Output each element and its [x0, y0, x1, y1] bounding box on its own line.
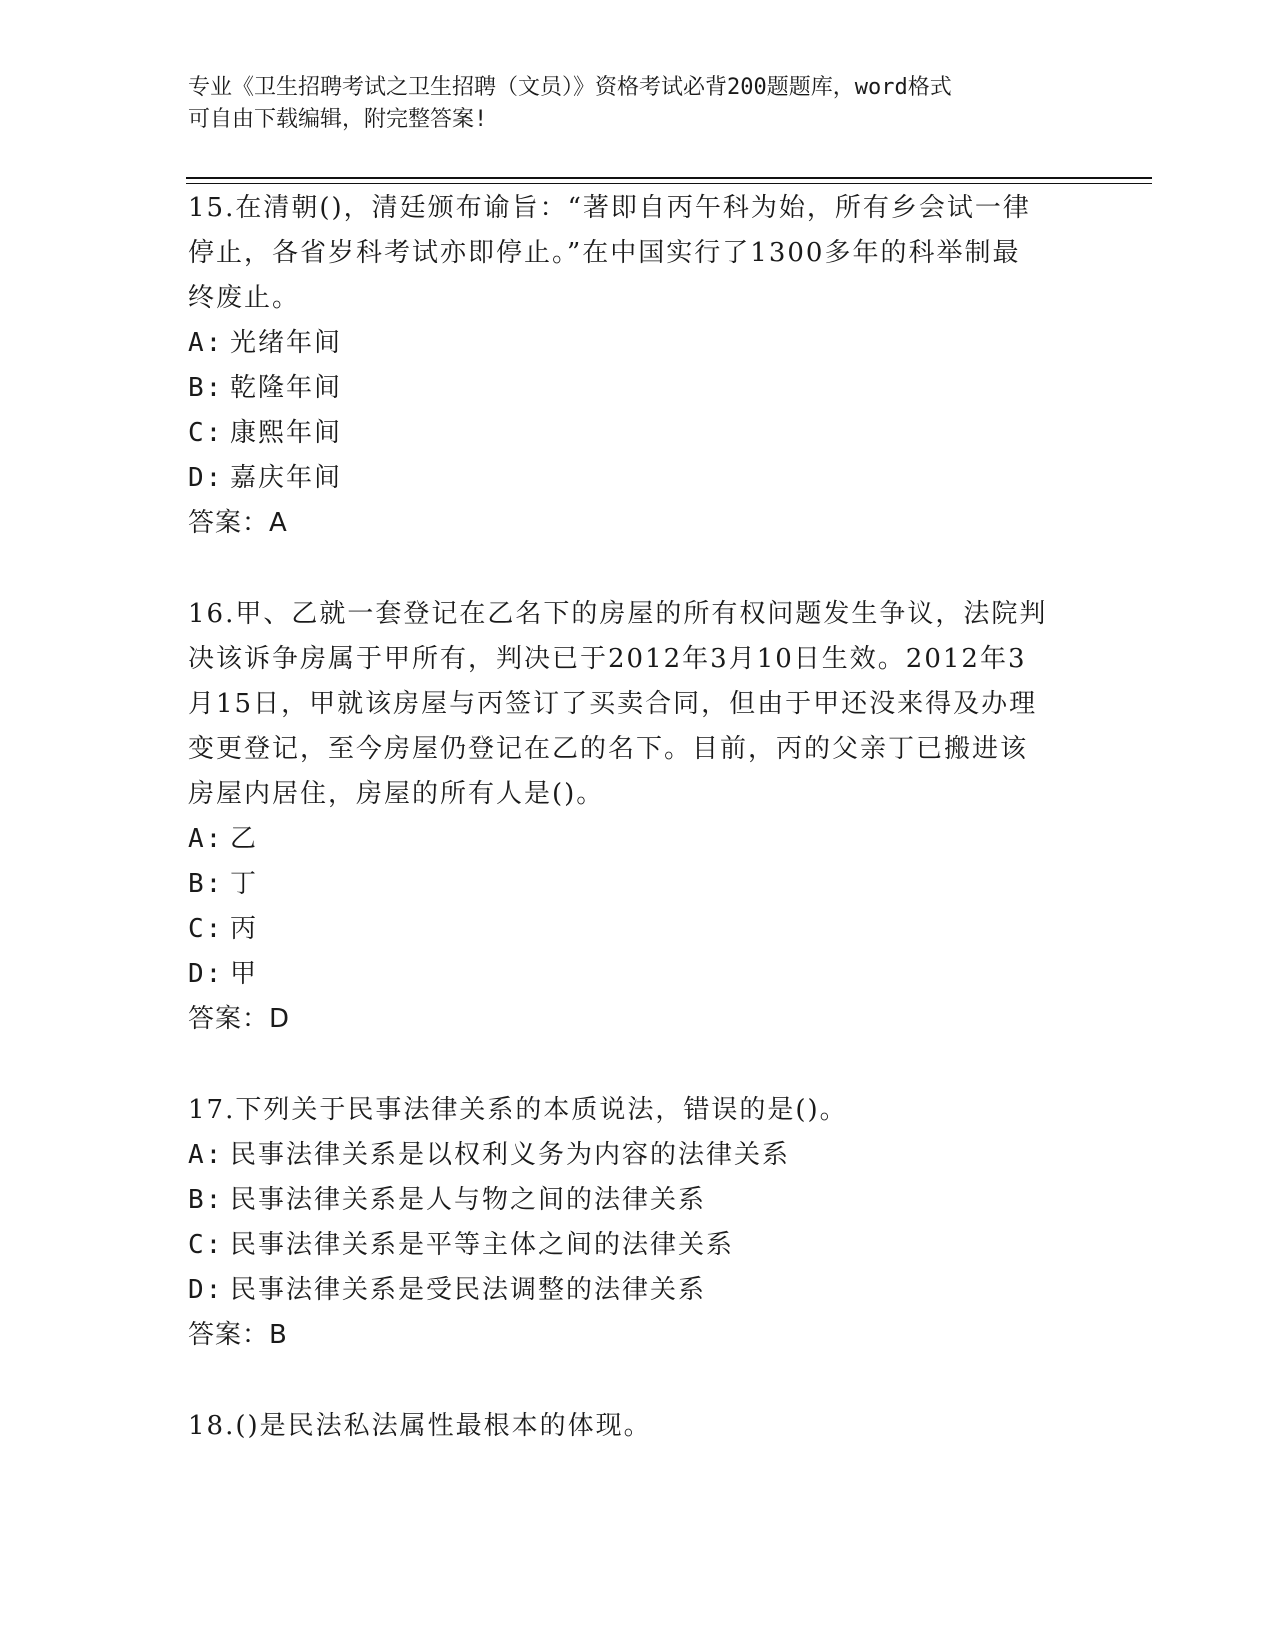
- question-text-line: 15.在清朝()，清廷颁布谕旨：“著即自丙午科为始，所有乡会试一律: [188, 193, 1031, 223]
- option-text: 民事法律关系是以权利义务为内容的法律关系: [230, 1140, 791, 1170]
- option-key: A:: [188, 328, 224, 358]
- option-key: C:: [188, 914, 224, 944]
- question-text-line: 16.甲、乙就一套登记在乙名下的房屋的所有权问题发生争议，法院判: [188, 599, 1048, 629]
- option-text: 民事法律关系是人与物之间的法律关系: [230, 1185, 707, 1215]
- option-c: [188, 1223, 1088, 1268]
- option-d: [188, 456, 1088, 501]
- header-line-1: 专业《卫生招聘考试之卫生招聘（文员）》资格考试必背200题题库，word格式: [188, 75, 952, 100]
- document-header: [188, 72, 1068, 136]
- option-d: [188, 1268, 1088, 1313]
- option-key: B:: [188, 1185, 224, 1215]
- option-key: C:: [188, 1230, 224, 1260]
- answer-label: 答案：A: [188, 508, 288, 538]
- option-text: 丁: [230, 869, 259, 899]
- option-a: [188, 321, 1088, 366]
- header-line-2: 可自由下载编辑，附完整答案!: [188, 107, 488, 132]
- option-text: 乾隆年间: [230, 373, 343, 403]
- option-b: [188, 862, 1088, 907]
- option-b: [188, 366, 1088, 411]
- option-key: C:: [188, 418, 224, 448]
- option-text: 嘉庆年间: [230, 463, 343, 493]
- option-key: A:: [188, 1140, 224, 1170]
- option-key: D:: [188, 1275, 224, 1305]
- question-text-line: 变更登记，至今房屋仍登记在乙的名下。目前，丙的父亲丁已搬进该: [188, 734, 1029, 764]
- option-key: A:: [188, 824, 224, 854]
- option-text: 甲: [230, 959, 259, 989]
- option-text: 丙: [230, 914, 259, 944]
- option-a: [188, 817, 1088, 862]
- option-text: 乙: [230, 824, 259, 854]
- option-c: [188, 411, 1088, 456]
- question-text-line: 决该诉争房属于甲所有，判决已于2012年3月10日生效。2012年3: [188, 644, 1027, 674]
- question-16: [188, 592, 1088, 1042]
- question-text-line: 房屋内居住，房屋的所有人是()。: [188, 779, 605, 809]
- question-list: [188, 186, 1088, 1495]
- question-text-line: 月15日，甲就该房屋与丙签订了买卖合同，但由于甲还没来得及办理: [188, 689, 1038, 719]
- question-17: [188, 1088, 1088, 1358]
- option-text: 民事法律关系是平等主体之间的法律关系: [230, 1230, 735, 1260]
- question-18: [188, 1404, 1088, 1449]
- question-text-line: 17.下列关于民事法律关系的本质说法，错误的是()。: [188, 1095, 848, 1125]
- header-divider-thin: [186, 183, 1152, 184]
- question-text-line: 18.()是民法私法属性最根本的体现。: [188, 1411, 652, 1441]
- option-key: D:: [188, 959, 224, 989]
- answer-label: 答案：B: [188, 1320, 288, 1350]
- option-text: 光绪年间: [230, 328, 343, 358]
- option-b: [188, 1178, 1088, 1223]
- option-key: B:: [188, 373, 224, 403]
- answer-label: 答案：D: [188, 1004, 291, 1034]
- header-divider-thick: [186, 177, 1152, 179]
- option-text: 民事法律关系是受民法调整的法律关系: [230, 1275, 707, 1305]
- option-c: [188, 907, 1088, 952]
- question-text-line: 终废止。: [188, 283, 301, 313]
- question-text-line: 停止，各省岁科考试亦即停止。”在中国实行了1300多年的科举制最: [188, 238, 1021, 268]
- option-text: 康熙年间: [230, 418, 343, 448]
- option-key: B:: [188, 869, 224, 899]
- option-a: [188, 1133, 1088, 1178]
- question-15: [188, 186, 1088, 546]
- option-d: [188, 952, 1088, 997]
- option-key: D:: [188, 463, 224, 493]
